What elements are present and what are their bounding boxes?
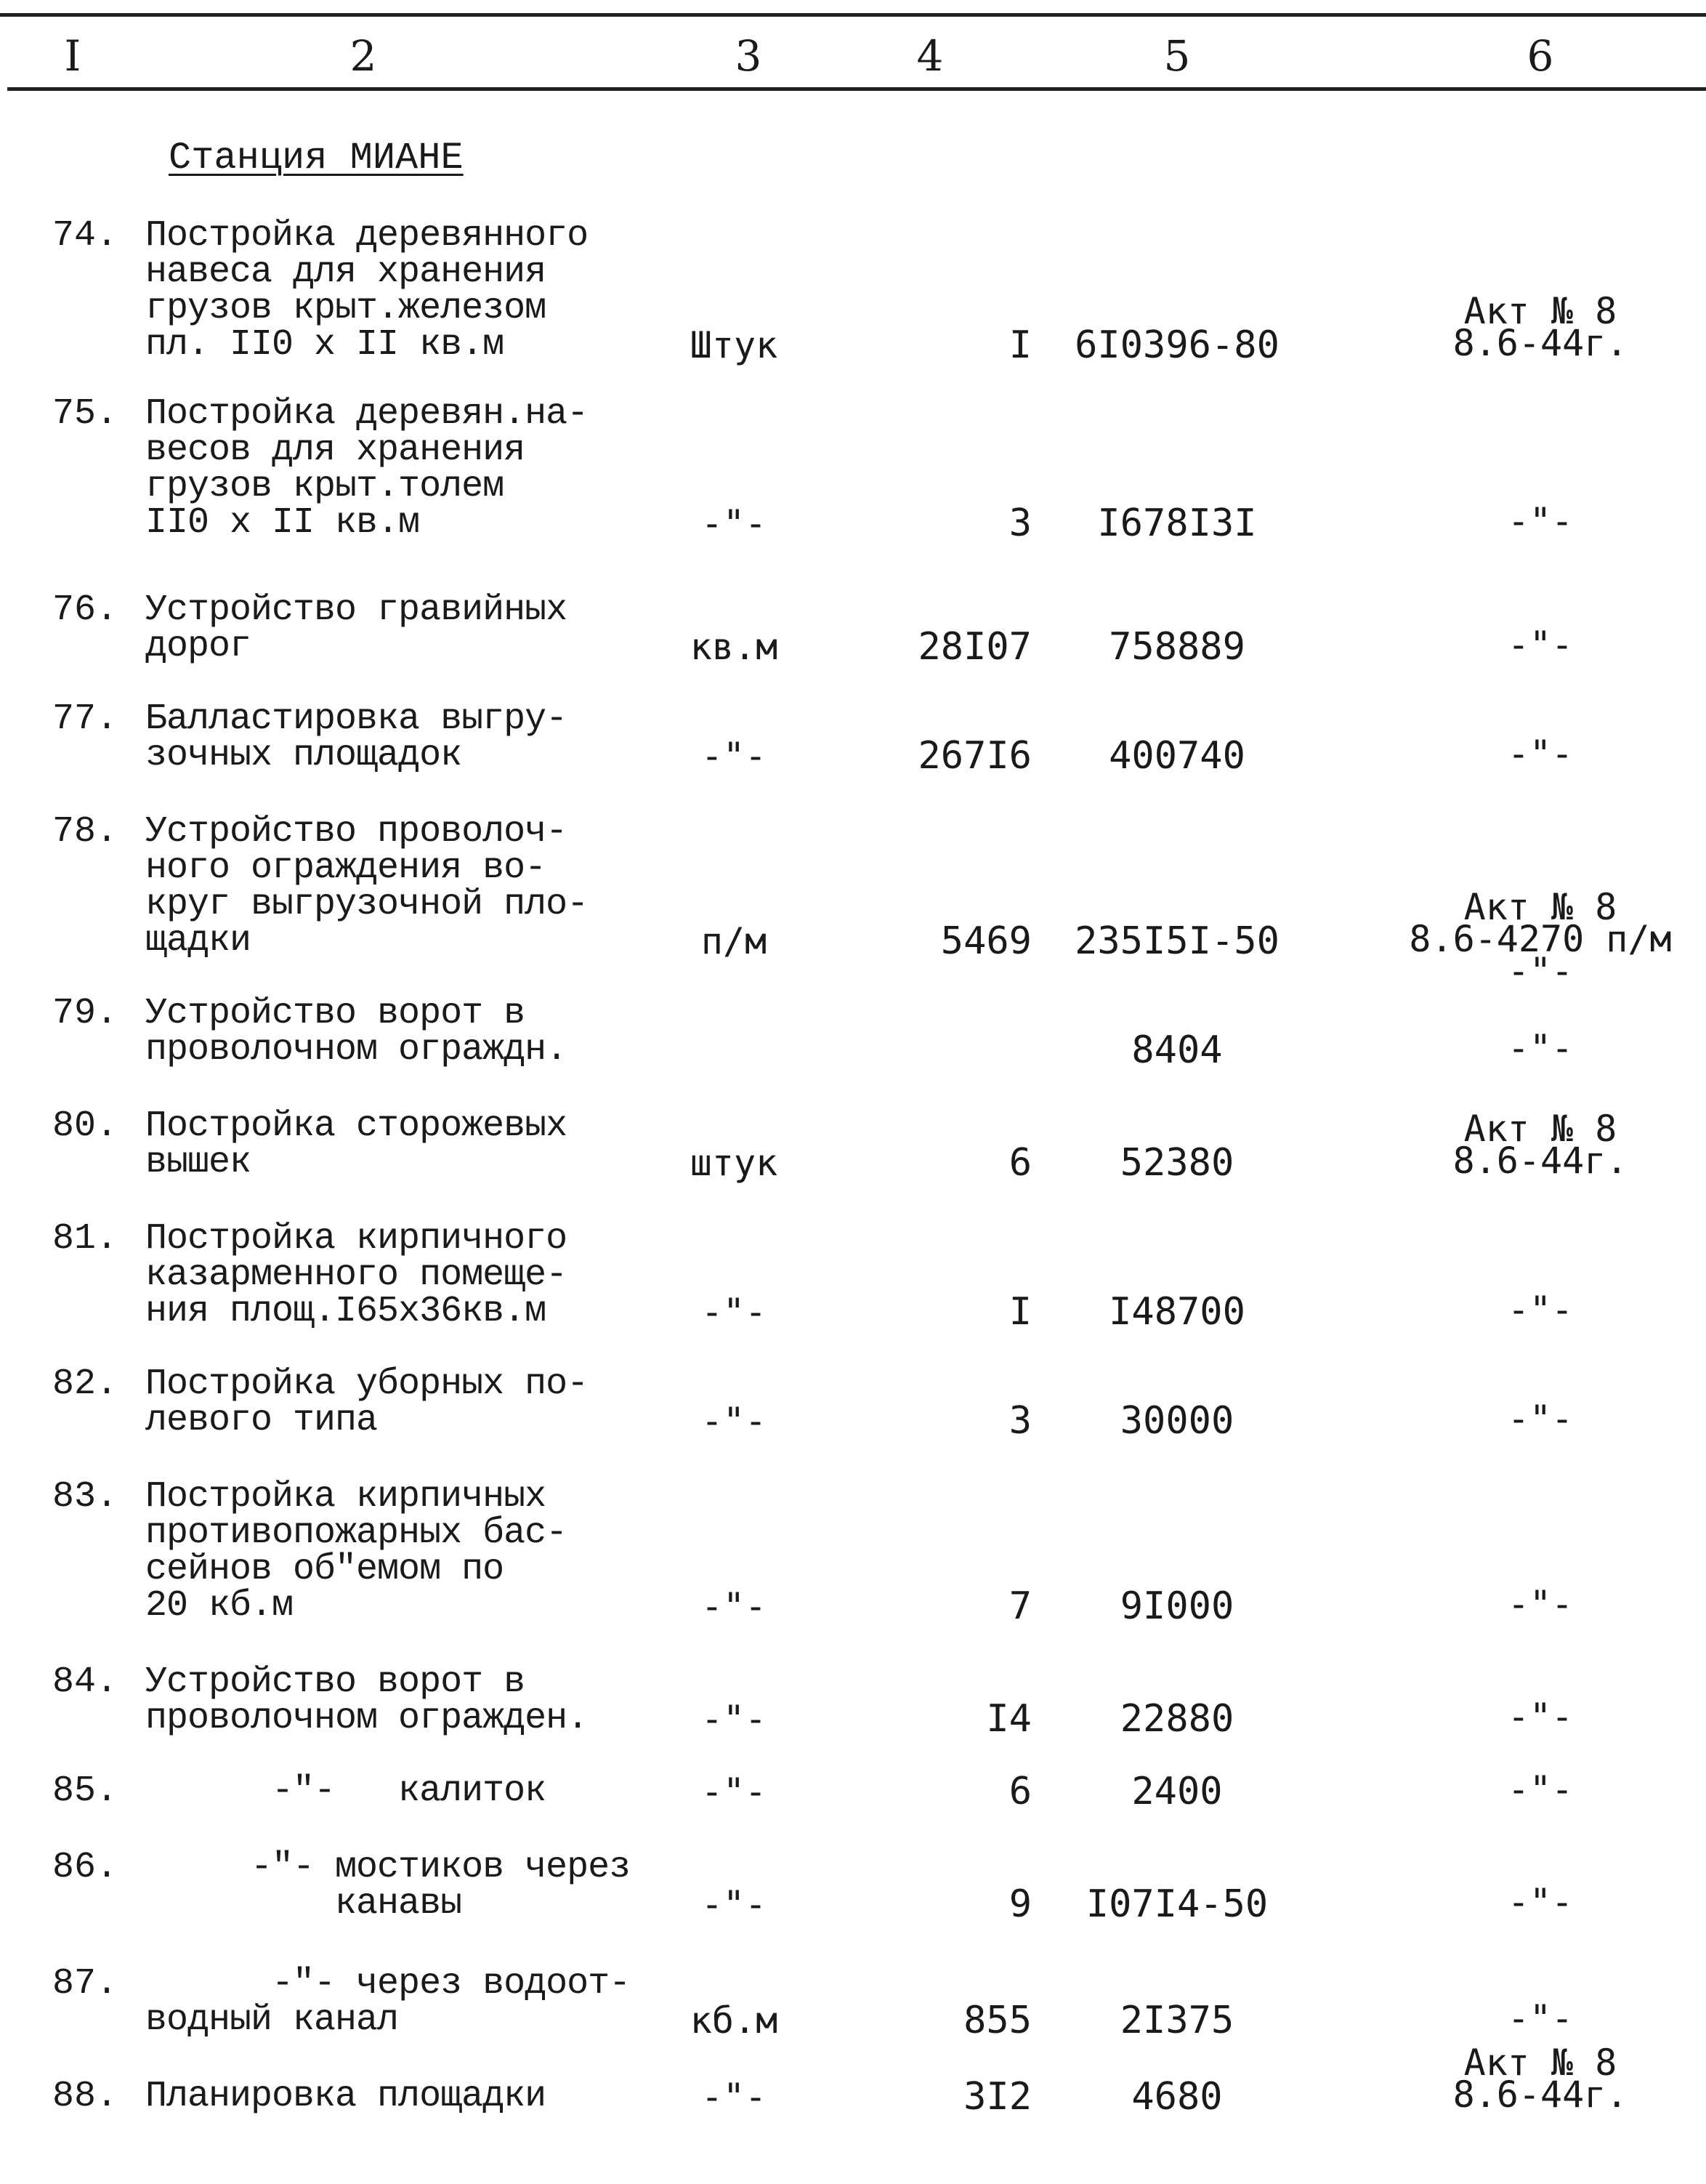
- row-note-line: -"-: [1507, 1398, 1574, 1440]
- row-description: Постройка деревян.на- весов для хранения грузов крыт.толем II0 х II кв.м: [145, 393, 589, 544]
- row-quantity: 7: [1008, 1584, 1032, 1628]
- row-note-line: -"-: [1507, 1997, 1574, 2039]
- row-description: Устройство проволоч- ного ограждения во- круг выгрузочной пло- щадки: [145, 811, 589, 962]
- row-note-line: Акт № 8: [1463, 2042, 1617, 2084]
- column-header-2: 2: [349, 31, 377, 81]
- row-number: 81.: [52, 1218, 118, 1260]
- row-note: [1380, 1108, 1700, 1182]
- row-sum: 30000: [1120, 1399, 1234, 1443]
- column-header-4: 4: [916, 31, 944, 81]
- row-quantity: 855: [963, 1999, 1032, 2042]
- row-unit: -"-: [700, 735, 767, 777]
- row-note: [1380, 1398, 1700, 1440]
- row-note: [1380, 2042, 1700, 2116]
- row-note-line: -"-: [1507, 733, 1574, 775]
- row-note: [1380, 1696, 1700, 1738]
- row-number: 77.: [52, 698, 118, 740]
- row-note: [1380, 1768, 1700, 1810]
- row-unit: -"-: [700, 1400, 767, 1442]
- row-sum: 4680: [1131, 2075, 1223, 2119]
- row-unit: Штук: [690, 324, 778, 366]
- row-quantity: 3: [1008, 501, 1032, 545]
- row-note: [1380, 500, 1700, 542]
- row-note-line: Акт № 8: [1463, 1108, 1617, 1150]
- row-quantity: 6: [1008, 1141, 1032, 1185]
- row-description: Постройка кирпичного казарменного помеще- ния площ.I65х36кв.м: [145, 1218, 567, 1332]
- column-header-6: 6: [1527, 31, 1554, 81]
- row-unit: -"-: [700, 502, 767, 544]
- row-note-line: 8.6-44г.: [1452, 1140, 1628, 1182]
- header-rule: [7, 87, 1706, 91]
- row-sum: 22880: [1120, 1697, 1234, 1741]
- row-note: [1380, 1997, 1700, 2039]
- row-note: [1380, 1027, 1700, 1069]
- row-number: 78.: [52, 811, 118, 853]
- row-sum: 758889: [1109, 625, 1245, 669]
- section-title: Станция МИАНЕ: [169, 137, 464, 180]
- row-description: -"- калиток: [145, 1770, 546, 1812]
- row-sum: 235I5I-50: [1075, 919, 1280, 963]
- row-number: 83.: [52, 1476, 118, 1518]
- row-unit: п/м: [700, 920, 767, 962]
- row-quantity: 6: [1008, 1770, 1032, 1813]
- row-note: [1380, 1583, 1700, 1625]
- row-quantity: I4: [986, 1697, 1032, 1741]
- row-quantity: I: [1008, 1290, 1032, 1334]
- row-number: 79.: [52, 993, 118, 1034]
- row-sum: 8404: [1131, 1028, 1223, 1072]
- row-number: 88.: [52, 2076, 118, 2117]
- row-description: Устройство ворот в проволочном ограждн.: [145, 993, 567, 1071]
- row-quantity: 3I2: [963, 2075, 1032, 2119]
- row-sum: I48700: [1109, 1290, 1245, 1334]
- row-number: 86.: [52, 1847, 118, 1888]
- row-sum: 2400: [1131, 1770, 1223, 1813]
- row-note-line: 8.6-44г.: [1452, 322, 1628, 364]
- row-sum: 400740: [1109, 734, 1245, 778]
- row-number: 76.: [52, 589, 118, 631]
- row-description: Устройство гравийных дорог: [145, 589, 567, 667]
- row-description: Постройка уборных по- левого типа: [145, 1363, 589, 1441]
- row-unit: -"-: [700, 1883, 767, 1925]
- row-description: Постройка кирпичных противопожарных бас- сейнов об"емом по 20 кб.м: [145, 1476, 567, 1627]
- row-quantity: 28I07: [918, 625, 1032, 669]
- column-header-5: 5: [1163, 31, 1191, 81]
- row-description: -"- мостиков через канавы: [251, 1847, 631, 1925]
- row-note-line: 8.6-44г.: [1452, 2074, 1628, 2116]
- row-note: [1380, 624, 1700, 666]
- row-description: Постройка сторожевых вышек: [145, 1105, 567, 1183]
- row-sum: 2I375: [1120, 1999, 1234, 2042]
- row-unit: -"-: [700, 1698, 767, 1740]
- row-sum: 6I0396-80: [1075, 323, 1280, 367]
- row-sum: 52380: [1120, 1141, 1234, 1185]
- row-note-line: -"-: [1507, 1583, 1574, 1625]
- row-unit: -"-: [700, 2076, 767, 2118]
- row-note-line: -"-: [1507, 1027, 1574, 1069]
- row-number: 75.: [52, 393, 118, 435]
- row-description: Устройство ворот в проволочном огражден.: [145, 1661, 589, 1739]
- row-note-line: -"-: [1507, 1881, 1574, 1923]
- row-number: 87.: [52, 1963, 118, 2004]
- row-quantity: 9: [1008, 1882, 1032, 1926]
- row-note-line: 8.6-4270 п/м: [1409, 918, 1672, 960]
- row-note-line: -"-: [1507, 1768, 1574, 1810]
- row-note-line: Акт № 8: [1463, 290, 1617, 332]
- row-note-line: Акт № 8: [1463, 886, 1617, 928]
- row-note-line: -"-: [1507, 950, 1574, 992]
- top-rule: [0, 13, 1706, 17]
- row-note: [1380, 733, 1700, 775]
- row-note: [1380, 290, 1700, 364]
- row-note-line: -"-: [1507, 500, 1574, 542]
- row-number: 84.: [52, 1661, 118, 1703]
- row-note-line: -"-: [1507, 1289, 1574, 1331]
- row-sum: I678I3I: [1097, 501, 1257, 545]
- row-description: Балластировка выгру- зочных площадок: [145, 698, 567, 776]
- row-description: Планировка площадки: [145, 2076, 546, 2117]
- row-quantity: I: [1008, 323, 1032, 367]
- row-note: [1380, 1289, 1700, 1331]
- row-quantity: 3: [1008, 1399, 1032, 1443]
- row-number: 85.: [52, 1770, 118, 1812]
- column-header-3: 3: [735, 31, 762, 81]
- row-unit: -"-: [700, 1291, 767, 1333]
- row-description: -"- через водоот- водный канал: [145, 1963, 631, 2041]
- row-number: 74.: [52, 215, 118, 257]
- row-unit: кв.м: [690, 626, 778, 668]
- row-sum: I07I4-50: [1086, 1882, 1269, 1926]
- row-description: Постройка деревянного навеса для хранения грузов крыт.железом пл. II0 х II кв.м: [145, 215, 589, 366]
- row-unit: -"-: [700, 1585, 767, 1627]
- row-quantity: 5469: [940, 919, 1032, 963]
- row-sum: 9I000: [1120, 1584, 1234, 1628]
- row-unit: кб.м: [690, 1999, 778, 2042]
- row-unit: -"-: [700, 1770, 767, 1813]
- row-number: 80.: [52, 1105, 118, 1147]
- row-unit: штук: [690, 1142, 778, 1184]
- row-note-line: -"-: [1507, 1696, 1574, 1738]
- column-header-1: I: [64, 31, 81, 81]
- row-note: [1380, 886, 1700, 992]
- row-note-line: -"-: [1507, 624, 1574, 666]
- row-number: 82.: [52, 1363, 118, 1405]
- row-note: [1380, 1881, 1700, 1923]
- row-quantity: 267I6: [918, 734, 1032, 778]
